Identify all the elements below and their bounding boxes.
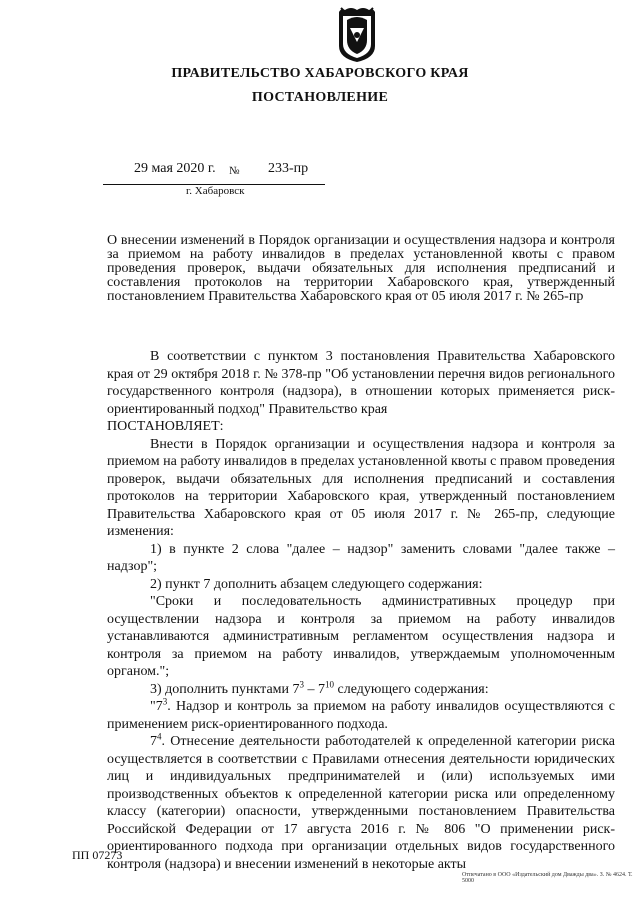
document-body: [107, 348, 615, 873]
organization-title: ПРАВИТЕЛЬСТВО ХАБАРОВСКОГО КРАЯ: [171, 66, 469, 81]
coat-of-arms-emblem: [337, 6, 377, 64]
paragraph-item-3: 3) дополнить пунктами $7^3 - 7^{10}$ следующего содержания:: [150, 678, 489, 697]
document-number: 233-пр: [268, 161, 309, 176]
paragraph-item-2: 2) пункт 7 дополнить абзацем следующего содержания:: [150, 576, 483, 592]
footer-print-info: Отпечатано в ООО «Издательский дом Дважды два». З. № 4624. Т. 5000: [462, 872, 633, 884]
footer-doc-code: ПП 07273: [72, 848, 123, 862]
paragraph-quote-7: "Сроки и последовательность административных процедур при осуществлении надзора и контроля за приемом на работу инвалидов устанавливаются административным регламентом осуществления надзора и контроля за приемом на работу инвалидов, утверждаемым уполномоченным органом.";: [107, 594, 615, 679]
document-city: г. Хабаровск: [186, 185, 245, 197]
paragraph-7-4: $7^4$. Отнесение деятельности работодателей к определенной категории риска осуществляется в соответствии с Правилами отнесения деятельности юридических лиц и индивидуальных предпринимателей и (или) используемых ими производственных объектов к определенной категории риска или определенному классу (категории) опасности, утвержденными постановлением Правительства Российской Федерации от 17 августа 2016 г. № 806 "О применении риск-ориентированного подхода при организации отдельных видов государственного контроля (надзора) и внесении изменений в некоторые акты: [107, 731, 615, 872]
paragraph-main: Внести в Порядок организации и осуществления надзора и контроля за приемом на работу инвалидов в пределах установленной квоты с правом проведения проверок, выдачи обязательных для исполнения предписаний и составления протоколов на территории Хабаровского края, утвержденный постановлением Правительства Хабаровского края от 05 июля 2017 г. № 265-пр, следующие изменения:: [107, 436, 615, 539]
resolve-heading: ПОСТАНОВЛЯЕТ:: [107, 419, 224, 434]
paragraph-item-1: 1) в пункте 2 слова "далее – надзор" заменить словами "далее также – надзор";: [107, 541, 615, 574]
paragraph-7-3: "$7^3$. Надзор и контроль за приемом на работу инвалидов осуществляются с применением риск-ориентированного подхода.: [107, 696, 615, 732]
document-subject: О внесении изменений в Порядок организации и осуществления надзора и контроля за приемом на работу инвалидов в пределах установленной квоты с правом проведения проверок, выдачи обязательных для исполнения предписаний и составления протоколов на территории Хабаровского края, утвержденный постановлением Правительства Хабаровского края от 05 июля 2017 г. № 265-пр: [107, 233, 615, 304]
document-date: 29 мая 2020 г.: [134, 161, 216, 176]
paragraph-preamble: В соответствии с пунктом 3 постановления Правительства Хабаровского края от 29 октября 2018 г. № 378-пр "Об установлении перечня видов регионального государственного контроля (надзора), в отношении которых применяется риск-ориентированный подход" Правительство края: [107, 349, 615, 417]
document-type: ПОСТАНОВЛЕНИЕ: [251, 90, 389, 105]
number-sign: №: [229, 165, 240, 177]
